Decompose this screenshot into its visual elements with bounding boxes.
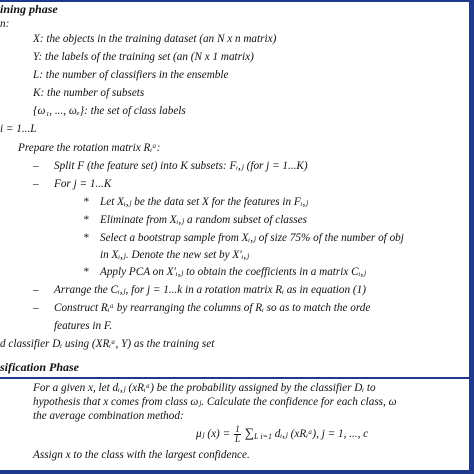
class-line-2: hypothesis that x comes from class ωⱼ. Calculate the confidence for each class, ω: [33, 396, 397, 408]
asterisk-bullet: *: [83, 232, 89, 244]
substep-let: Let Xᵢ,ⱼ be the data set X for the features in Fᵢ,ⱼ: [100, 196, 309, 208]
loop-i: i = 1...L: [0, 123, 37, 135]
dash-bullet: –: [33, 284, 39, 296]
input-l: L: the number of classifiers in the ensemble: [33, 69, 229, 81]
input-class-labels: {ω₁, ..., ωₑ}: the set of class labels: [33, 105, 186, 117]
class-line-3: the average combination method:: [33, 410, 184, 422]
training-heading: ining phase: [0, 2, 58, 16]
summation-symbol: ∑: [244, 425, 255, 440]
input-label: n:: [0, 18, 10, 30]
substep-bootstrap-cont: in Xᵢ,ⱼ. Denote the new set by X'ᵢ,ⱼ: [100, 249, 250, 261]
dash-bullet: –: [33, 160, 39, 172]
substep-eliminate: Eliminate from Xᵢ,ⱼ a random subset of classes: [100, 214, 307, 226]
section-divider: [0, 377, 474, 379]
split-features: Split F (the feature set) into K subsets: Fᵢ,ⱼ (for j = 1...K): [54, 160, 308, 172]
fraction-denominator: L: [234, 433, 240, 444]
substep-bootstrap: Select a bootstrap sample from Xᵢ,ⱼ of size 75% of the number of obj: [100, 232, 404, 244]
substep-pca: Apply PCA on X'ᵢ,ⱼ to obtain the coefficients in a matrix Cᵢ,ⱼ: [100, 266, 367, 278]
dash-bullet: –: [33, 302, 39, 314]
construct-matrix-cont: features in F.: [54, 320, 113, 332]
average-combination-formula: [196, 422, 368, 444]
for-j-loop: For j = 1...K: [54, 178, 112, 190]
input-x: X: the objects in the training dataset (an N x n matrix): [33, 33, 277, 45]
formula-lhs: μⱼ (x) =: [196, 428, 233, 440]
prepare-rotation: Prepare the rotation matrix Rᵢᵃ:: [18, 142, 161, 154]
input-y: Y: the labels of the training set (an (N x 1 matrix): [33, 51, 254, 63]
asterisk-bullet: *: [83, 214, 89, 226]
classification-heading: sification Phase: [0, 360, 80, 374]
asterisk-bullet: *: [83, 266, 89, 278]
input-k: K: the number of subsets: [33, 87, 145, 99]
assign-class: Assign x to the class with the largest confidence.: [33, 449, 250, 461]
class-line-1: For a given x, let dᵢ,ⱼ (xRᵢᵃ) be the probability assigned by the classifier Dᵢ to: [33, 382, 376, 394]
formula-fraction: [234, 425, 241, 444]
dash-bullet: –: [33, 178, 39, 190]
arrange-matrix: Arrange the Cᵢ,ⱼ, for j = 1...k in a rotation matrix Rᵢ as in equation (1): [54, 284, 366, 296]
construct-matrix: Construct Rᵢᵃ by rearranging the columns of Rᵢ so as to match the orde: [54, 302, 371, 314]
summation-limits: L i=1: [254, 432, 272, 441]
fraction-numerator: 1: [235, 423, 240, 434]
asterisk-bullet: *: [83, 196, 89, 208]
build-classifier: d classifier Dᵢ using (XRᵢᵃ, Y) as the training set: [0, 338, 215, 350]
formula-term: dᵢ,ⱼ (xRᵢᵃ), j = 1, ..., c: [274, 428, 369, 440]
